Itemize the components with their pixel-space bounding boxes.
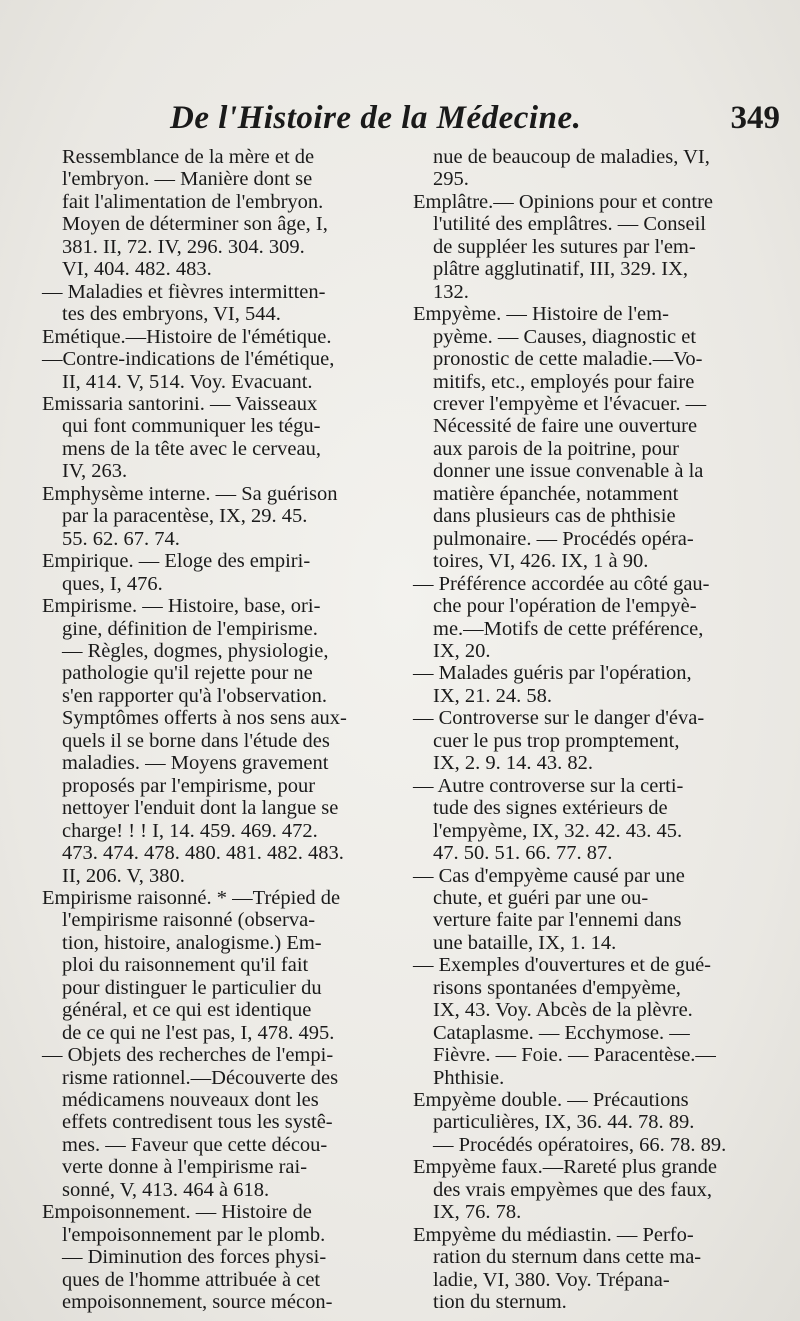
index-line: Empirisme raisonné. * —Trépied de xyxy=(42,886,341,909)
index-line: matière épanchée, notamment xyxy=(433,482,679,505)
index-line: crever l'empyème et l'évacuer. — xyxy=(433,392,707,415)
index-line: pulmonaire. — Procédés opéra- xyxy=(433,527,694,550)
index-line: par la paracentèse, IX, 29. 45. xyxy=(62,505,308,528)
index-line: Ressemblance de la mère et de xyxy=(62,146,315,168)
index-line: Emphysème interne. — Sa guérison xyxy=(42,482,338,505)
index-line: Fièvre. — Foie. — Paracentèse.— xyxy=(433,1044,716,1067)
index-line: — Règles, dogmes, physiologie, xyxy=(62,639,329,662)
index-line: médicamens nouveaux dont les xyxy=(62,1089,319,1112)
index-line: fait l'alimentation de l'embryon. xyxy=(62,190,324,213)
index-line: — Autre controverse sur la certi- xyxy=(413,774,684,797)
index-line: gine, définition de l'empirisme. xyxy=(62,617,318,640)
index-line: nettoyer l'enduit dont la langue se xyxy=(62,797,339,820)
running-title: De l'Histoire de la Médecine. xyxy=(170,100,582,136)
index-line: de suppléer les sutures par l'em- xyxy=(433,235,696,258)
index-line: quels il se borne dans l'étude des xyxy=(62,729,330,752)
index-line: pathologie qu'il rejette pour ne xyxy=(62,662,313,685)
index-line: aux parois de la poitrine, pour xyxy=(433,437,679,460)
index-line: Nécessité de faire une ouverture xyxy=(433,415,698,438)
index-line: Empoisonnement. — Histoire de xyxy=(42,1201,312,1224)
index-line: mes. — Faveur que cette décou- xyxy=(62,1133,328,1156)
index-line: Empirisme. — Histoire, base, ori- xyxy=(42,595,321,618)
index-line: — Controverse sur le danger d'éva- xyxy=(413,707,705,730)
index-line: Empyème faux.—Rareté plus grande xyxy=(413,1156,717,1179)
index-line: cuer le pus trop promptement, xyxy=(433,729,680,752)
index-line: — Malades guéris par l'opération, xyxy=(413,662,692,685)
index-line: ques, I, 476. xyxy=(62,572,163,595)
index-line: IX, 76. 78. xyxy=(433,1201,522,1224)
index-line: — Diminution des forces physi- xyxy=(62,1246,327,1269)
index-line: risme rationnel.—Découverte des xyxy=(62,1066,339,1089)
page-header xyxy=(40,100,780,150)
index-line: général, et ce qui est identique xyxy=(62,999,312,1022)
index-line: VI, 404. 482. 483. xyxy=(62,258,212,281)
index-line: Empyème. — Histoire de l'em- xyxy=(413,303,669,326)
index-line: IX, 2. 9. 14. 43. 82. xyxy=(433,752,594,775)
index-line: particulières, IX, 36. 44. 78. 89. xyxy=(433,1111,695,1134)
index-line: Symptômes offerts à nos sens aux- xyxy=(62,707,347,730)
index-line: Phthisie. xyxy=(433,1066,505,1089)
index-line: l'empyème, IX, 32. 42. 43. 45. xyxy=(433,819,683,842)
index-line: risons spontanées d'empyème, xyxy=(433,976,681,999)
index-line: IV, 263. xyxy=(62,460,128,483)
index-line: 132. xyxy=(433,280,469,303)
index-line: l'empoisonnement par le plomb. xyxy=(62,1223,326,1246)
index-line: mens de la tête avec le cerveau, xyxy=(62,437,321,460)
index-line: pyème. — Causes, diagnostic et xyxy=(433,325,697,348)
index-line: tude des signes extérieurs de xyxy=(433,797,668,820)
page-number: 349 xyxy=(730,100,780,136)
index-line: IX, 20. xyxy=(433,639,491,662)
index-line: s'en rapporter qu'à l'observation. xyxy=(62,684,327,707)
index-line: Empirique. — Eloge des empiri- xyxy=(42,550,311,573)
index-line: — Objets des recherches de l'empi- xyxy=(42,1044,334,1067)
index-line: sonné, V, 413. 464 à 618. xyxy=(62,1178,270,1201)
index-line: l'embryon. — Manière dont se xyxy=(62,168,313,191)
index-line: ration du sternum dans cette ma- xyxy=(433,1246,702,1269)
index-line: Emissaria santorini. — Vaisseaux xyxy=(42,392,318,415)
index-column-left xyxy=(42,146,390,1314)
index-line: maladies. — Moyens gravement xyxy=(62,752,329,775)
index-line: charge! ! ! I, 14. 459. 469. 472. xyxy=(62,819,318,842)
index-line: une bataille, IX, 1. 14. xyxy=(433,931,617,954)
index-line: chute, et guéri par une ou- xyxy=(433,886,649,909)
index-line: effets contredisent tous les systê- xyxy=(62,1111,333,1134)
index-line: mitifs, etc., employés pour faire xyxy=(433,370,695,393)
index-line: nue de beaucoup de maladies, VI, xyxy=(433,146,710,168)
index-line: 47. 50. 51. 66. 77. 87. xyxy=(433,842,613,865)
index-column-right xyxy=(413,146,761,1314)
index-line: proposés par l'empirisme, pour xyxy=(62,774,316,797)
index-line: II, 206. V, 380. xyxy=(62,864,185,887)
index-line: ladie, VI, 380. Voy. Trépana- xyxy=(433,1268,670,1291)
index-line: pronostic de cette maladie.—Vo- xyxy=(433,348,703,371)
index-line: ploi du raisonnement qu'il fait xyxy=(62,954,309,977)
index-line: Cataplasme. — Ecchymose. — xyxy=(433,1021,690,1044)
index-line: 295. xyxy=(433,168,469,191)
index-line: dans plusieurs cas de phthisie xyxy=(433,505,676,528)
index-line: Emétique.—Histoire de l'émétique. xyxy=(42,325,332,348)
index-line: II, 414. V, 514. Voy. Evacuant. xyxy=(62,370,313,393)
index-line: me.—Motifs de cette préférence, xyxy=(433,617,704,640)
index-line: — Préférence accordée au côté gau- xyxy=(413,572,710,595)
index-line: IX, 43. Voy. Abcès de la plèvre. xyxy=(433,999,693,1022)
index-line: l'utilité des emplâtres. — Conseil xyxy=(433,213,706,236)
index-line: Moyen de déterminer son âge, I, xyxy=(62,213,328,236)
index-line: — Cas d'empyème causé par une xyxy=(413,864,685,887)
index-line: 473. 474. 478. 480. 481. 482. 483. xyxy=(62,842,344,865)
index-line: IX, 21. 24. 58. xyxy=(433,684,553,707)
index-line: tes des embryons, VI, 544. xyxy=(62,303,281,326)
index-line: ques de l'homme attribuée à cet xyxy=(62,1268,321,1291)
index-line: 381. II, 72. IV, 296. 304. 309. xyxy=(62,235,305,258)
index-line: toires, VI, 426. IX, 1 à 90. xyxy=(433,550,649,573)
index-line: —Contre-indications de l'émétique, xyxy=(42,348,335,371)
index-line: de ce qui ne l'est pas, I, 478. 495. xyxy=(62,1021,335,1044)
index-line: empoisonnement, source mécon- xyxy=(62,1291,333,1314)
index-line: — Procédés opératoires, 66. 78. 89. xyxy=(433,1133,727,1156)
index-line: verte donne à l'empirisme rai- xyxy=(62,1156,308,1179)
index-line: Empyème double. — Précautions xyxy=(413,1089,689,1112)
index-line: — Maladies et fièvres intermitten- xyxy=(42,280,326,303)
index-line: Emplâtre.— Opinions pour et contre xyxy=(413,190,714,213)
index-line: plâtre agglutinatif, III, 329. IX, xyxy=(433,258,689,281)
index-line: Empyème du médiastin. — Perfo- xyxy=(413,1223,694,1246)
index-line: pour distinguer le particulier du xyxy=(62,976,322,999)
index-line: — Exemples d'ouvertures et de gué- xyxy=(413,954,712,977)
index-line: qui font communiquer les tégu- xyxy=(62,415,321,438)
index-line: l'empirisme raisonné (observa- xyxy=(62,909,316,932)
index-line: verture faite par l'ennemi dans xyxy=(433,909,682,932)
index-line: des vrais empyèmes que des faux, xyxy=(433,1178,712,1201)
index-line: tion du sternum. xyxy=(433,1291,567,1314)
index-line: donner une issue convenable à la xyxy=(433,460,704,483)
index-line: che pour l'opération de l'empyè- xyxy=(433,595,697,618)
index-line: 55. 62. 67. 74. xyxy=(62,527,180,550)
index-line: tion, histoire, analogisme.) Em- xyxy=(62,931,322,954)
